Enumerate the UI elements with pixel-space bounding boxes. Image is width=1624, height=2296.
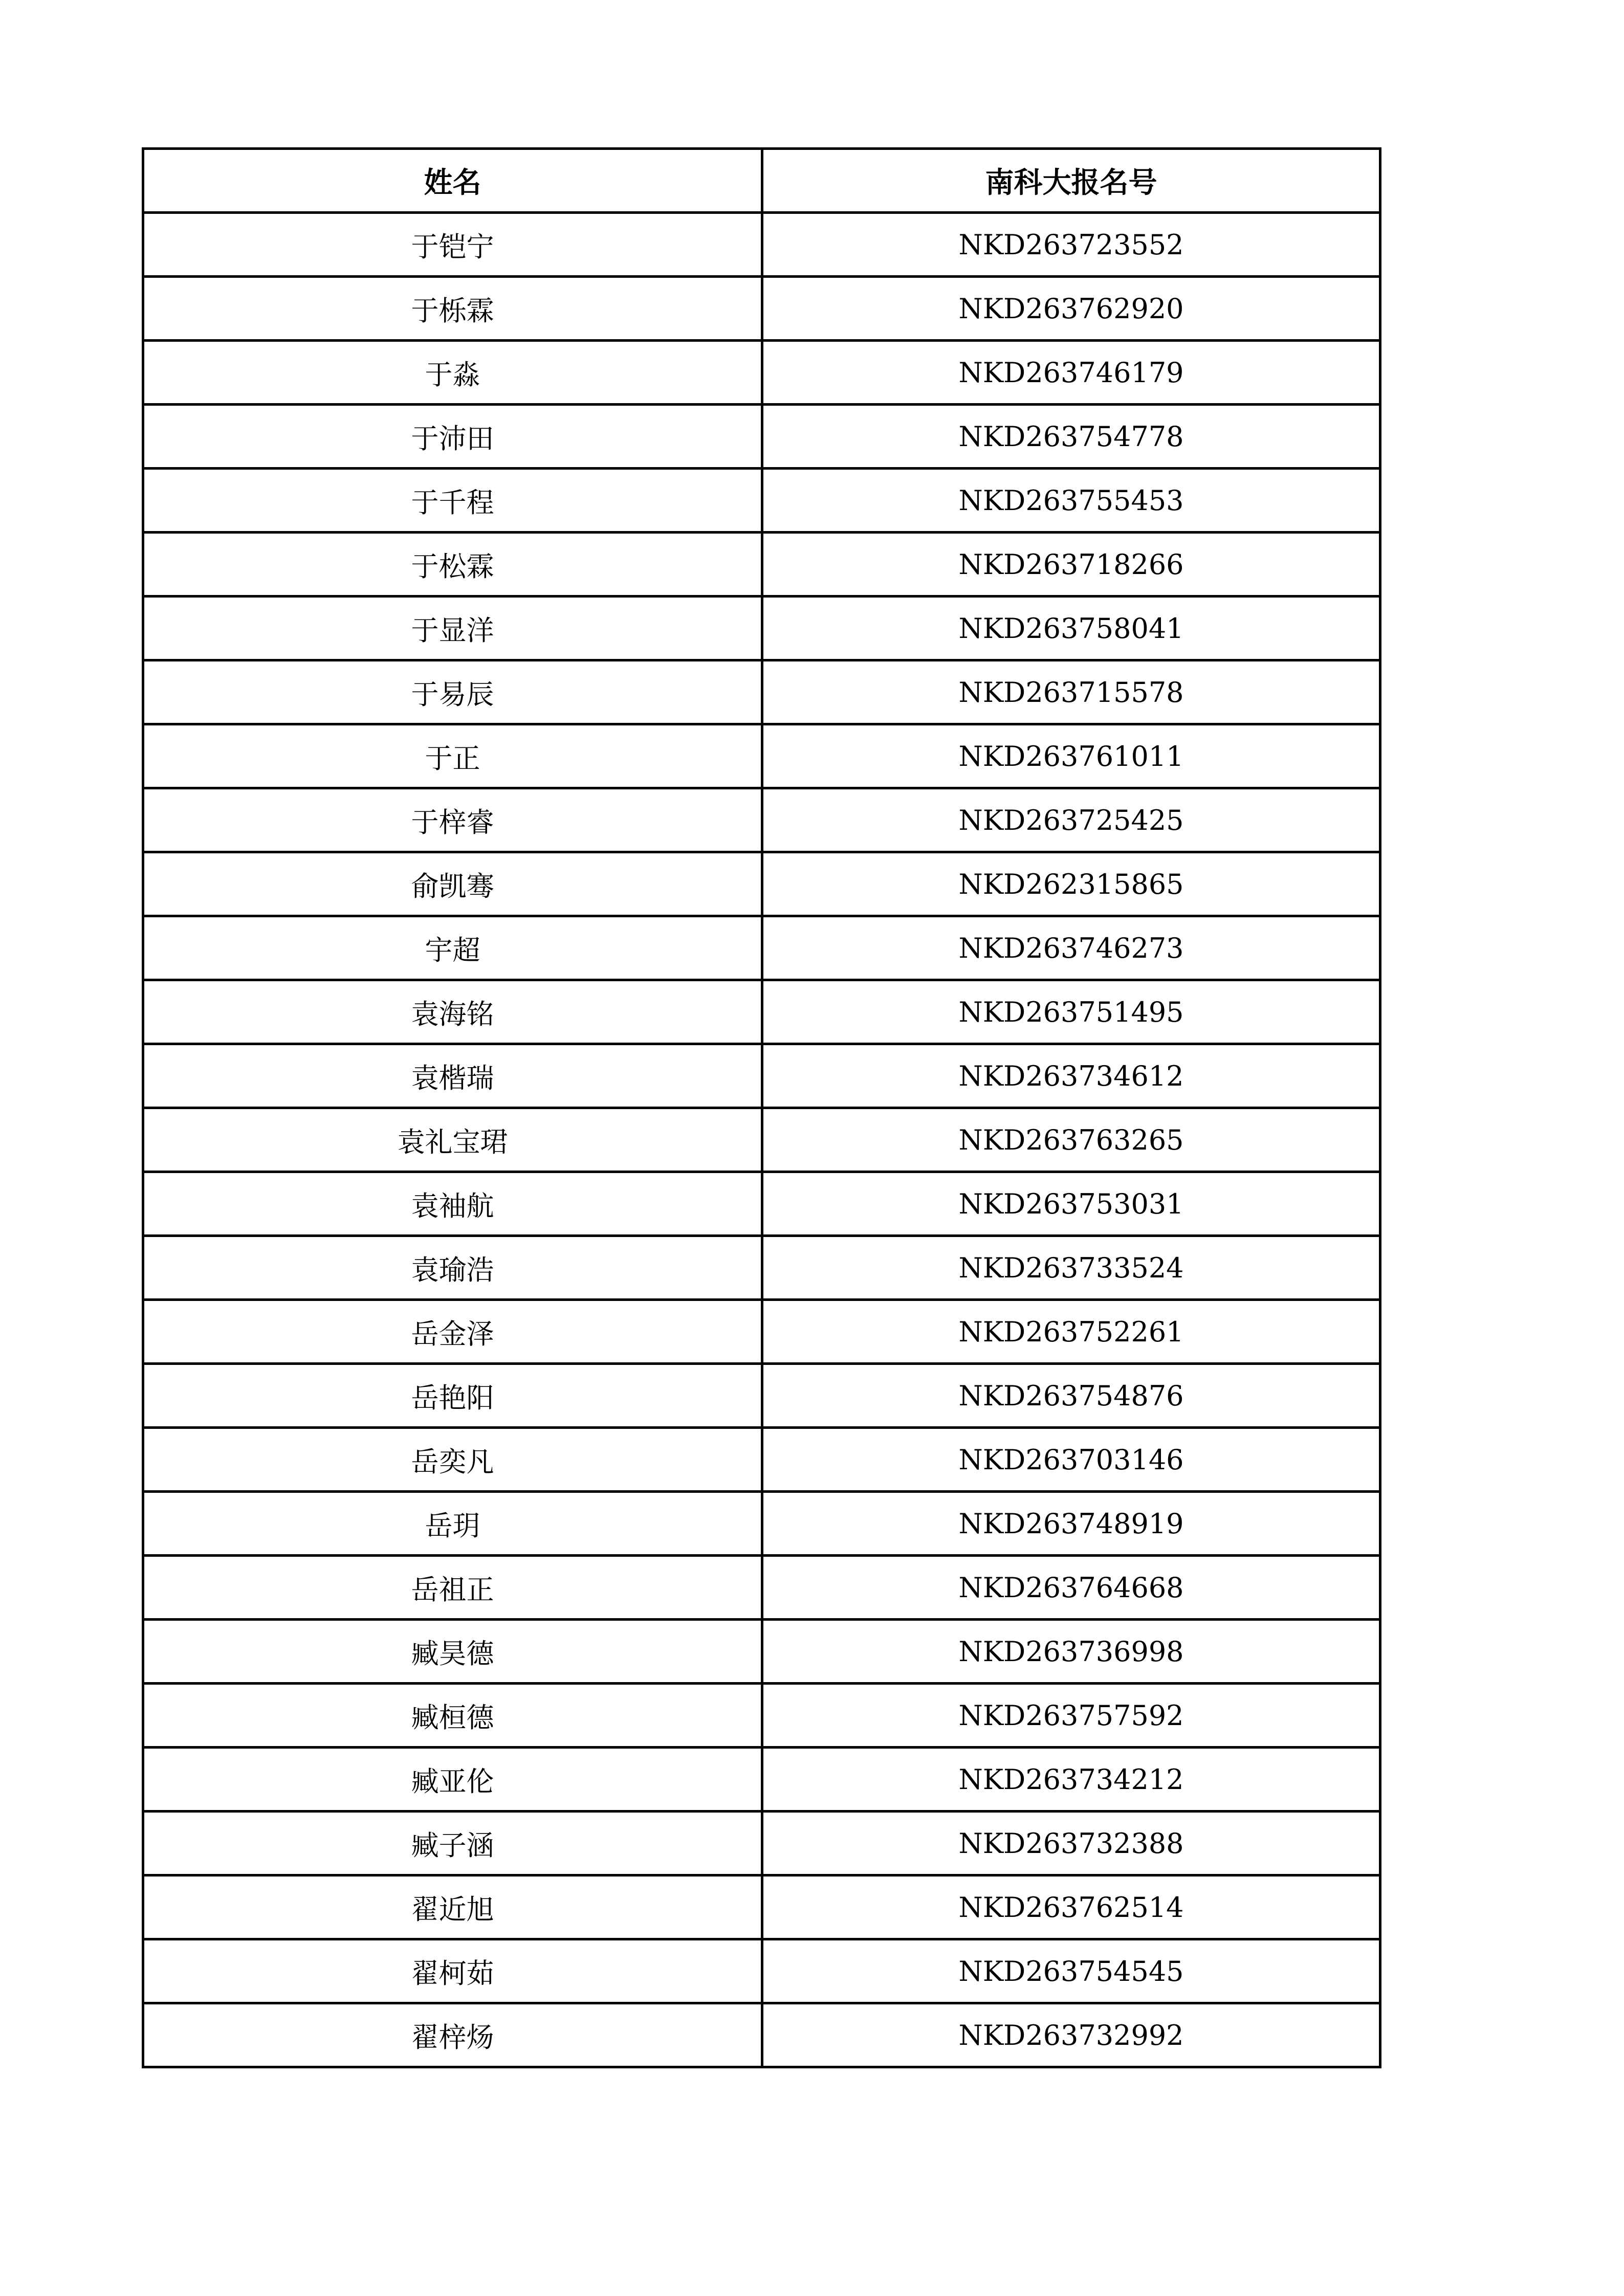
registration-number-cell: NKD263732992 <box>762 2003 1380 2067</box>
name-cell: 岳艳阳 <box>143 1364 762 1428</box>
name-cell: 翟近旭 <box>143 1875 762 1939</box>
name-cell: 于梓睿 <box>143 788 762 852</box>
table-row <box>143 2003 1380 2067</box>
name-cell: 岳金泽 <box>143 1300 762 1364</box>
registration-number-cell: NKD263703146 <box>762 1428 1380 1492</box>
registration-number-cell: NKD263748919 <box>762 1492 1380 1556</box>
name-cell: 于显洋 <box>143 597 762 660</box>
name-cell: 翟梓炀 <box>143 2003 762 2067</box>
registration-number-cell: NKD263746179 <box>762 341 1380 405</box>
table-row <box>143 1939 1380 2003</box>
registration-number-cell: NKD263746273 <box>762 916 1380 980</box>
registration-number-cell: NKD263733524 <box>762 1236 1380 1300</box>
table-row <box>143 1812 1380 1875</box>
name-cell: 岳奕凡 <box>143 1428 762 1492</box>
table-row <box>143 1620 1380 1684</box>
table-row <box>143 1108 1380 1172</box>
registration-number-column-header: 南科大报名号 <box>762 149 1380 213</box>
table-row <box>143 213 1380 277</box>
table-row <box>143 1748 1380 1812</box>
table-row <box>143 980 1380 1044</box>
name-cell: 宇超 <box>143 916 762 980</box>
registration-number-cell: NKD263715578 <box>762 660 1380 724</box>
name-cell: 于栎霖 <box>143 277 762 341</box>
registration-number-cell: NKD263752261 <box>762 1300 1380 1364</box>
table-row <box>143 341 1380 405</box>
table-row <box>143 1172 1380 1236</box>
name-cell: 臧子涵 <box>143 1812 762 1875</box>
registration-number-cell: NKD263736998 <box>762 1620 1380 1684</box>
name-cell: 袁袖航 <box>143 1172 762 1236</box>
table-row <box>143 405 1380 469</box>
header-row <box>143 149 1380 213</box>
registration-number-cell: NKD263718266 <box>762 533 1380 597</box>
name-cell: 岳玥 <box>143 1492 762 1556</box>
name-cell: 臧亚伦 <box>143 1748 762 1812</box>
table-row <box>143 852 1380 916</box>
table-row <box>143 1364 1380 1428</box>
name-cell: 于千程 <box>143 469 762 533</box>
name-cell: 岳祖正 <box>143 1556 762 1620</box>
table-row <box>143 1556 1380 1620</box>
table-row <box>143 597 1380 660</box>
table-row <box>143 724 1380 788</box>
registration-number-cell: NKD263762514 <box>762 1875 1380 1939</box>
registration-number-cell: NKD263734612 <box>762 1044 1380 1108</box>
registration-number-cell: NKD263734212 <box>762 1748 1380 1812</box>
table-row <box>143 1492 1380 1556</box>
table-row <box>143 469 1380 533</box>
name-cell: 袁礼宝珺 <box>143 1108 762 1172</box>
registration-number-cell: NKD263753031 <box>762 1172 1380 1236</box>
table-row <box>143 277 1380 341</box>
registration-number-cell: NKD263755453 <box>762 469 1380 533</box>
registration-number-cell: NKD263764668 <box>762 1556 1380 1620</box>
table-row <box>143 916 1380 980</box>
name-cell: 于易辰 <box>143 660 762 724</box>
table-row <box>143 788 1380 852</box>
registration-number-cell: NKD263754876 <box>762 1364 1380 1428</box>
table-row <box>143 1428 1380 1492</box>
registration-number-cell: NKD263751495 <box>762 980 1380 1044</box>
registration-number-cell: NKD263754545 <box>762 1939 1380 2003</box>
name-cell: 于沛田 <box>143 405 762 469</box>
registration-number-cell: NKD263754778 <box>762 405 1380 469</box>
registration-number-cell: NKD262315865 <box>762 852 1380 916</box>
registration-number-cell: NKD263763265 <box>762 1108 1380 1172</box>
name-cell: 袁瑜浩 <box>143 1236 762 1300</box>
registration-number-cell: NKD263758041 <box>762 597 1380 660</box>
registration-number-cell: NKD263761011 <box>762 724 1380 788</box>
registration-number-cell: NKD263723552 <box>762 213 1380 277</box>
registration-number-cell: NKD263762920 <box>762 277 1380 341</box>
name-cell: 于松霖 <box>143 533 762 597</box>
registration-number-cell: NKD263725425 <box>762 788 1380 852</box>
table-row <box>143 1300 1380 1364</box>
registration-number-cell: NKD263757592 <box>762 1684 1380 1748</box>
name-cell: 袁海铭 <box>143 980 762 1044</box>
table-row <box>143 533 1380 597</box>
registration-table <box>142 147 1381 2068</box>
name-cell: 俞凯骞 <box>143 852 762 916</box>
table-row <box>143 1044 1380 1108</box>
name-cell: 臧昊德 <box>143 1620 762 1684</box>
name-cell: 袁楷瑞 <box>143 1044 762 1108</box>
name-column-header: 姓名 <box>143 149 762 213</box>
registration-number-cell: NKD263732388 <box>762 1812 1380 1875</box>
table-row <box>143 660 1380 724</box>
name-cell: 于淼 <box>143 341 762 405</box>
table-row <box>143 1875 1380 1939</box>
name-cell: 臧桓德 <box>143 1684 762 1748</box>
name-cell: 于正 <box>143 724 762 788</box>
table-body <box>143 213 1380 2067</box>
name-cell: 翟柯茹 <box>143 1939 762 2003</box>
name-cell: 于铠宁 <box>143 213 762 277</box>
table-row <box>143 1684 1380 1748</box>
table-row <box>143 1236 1380 1300</box>
